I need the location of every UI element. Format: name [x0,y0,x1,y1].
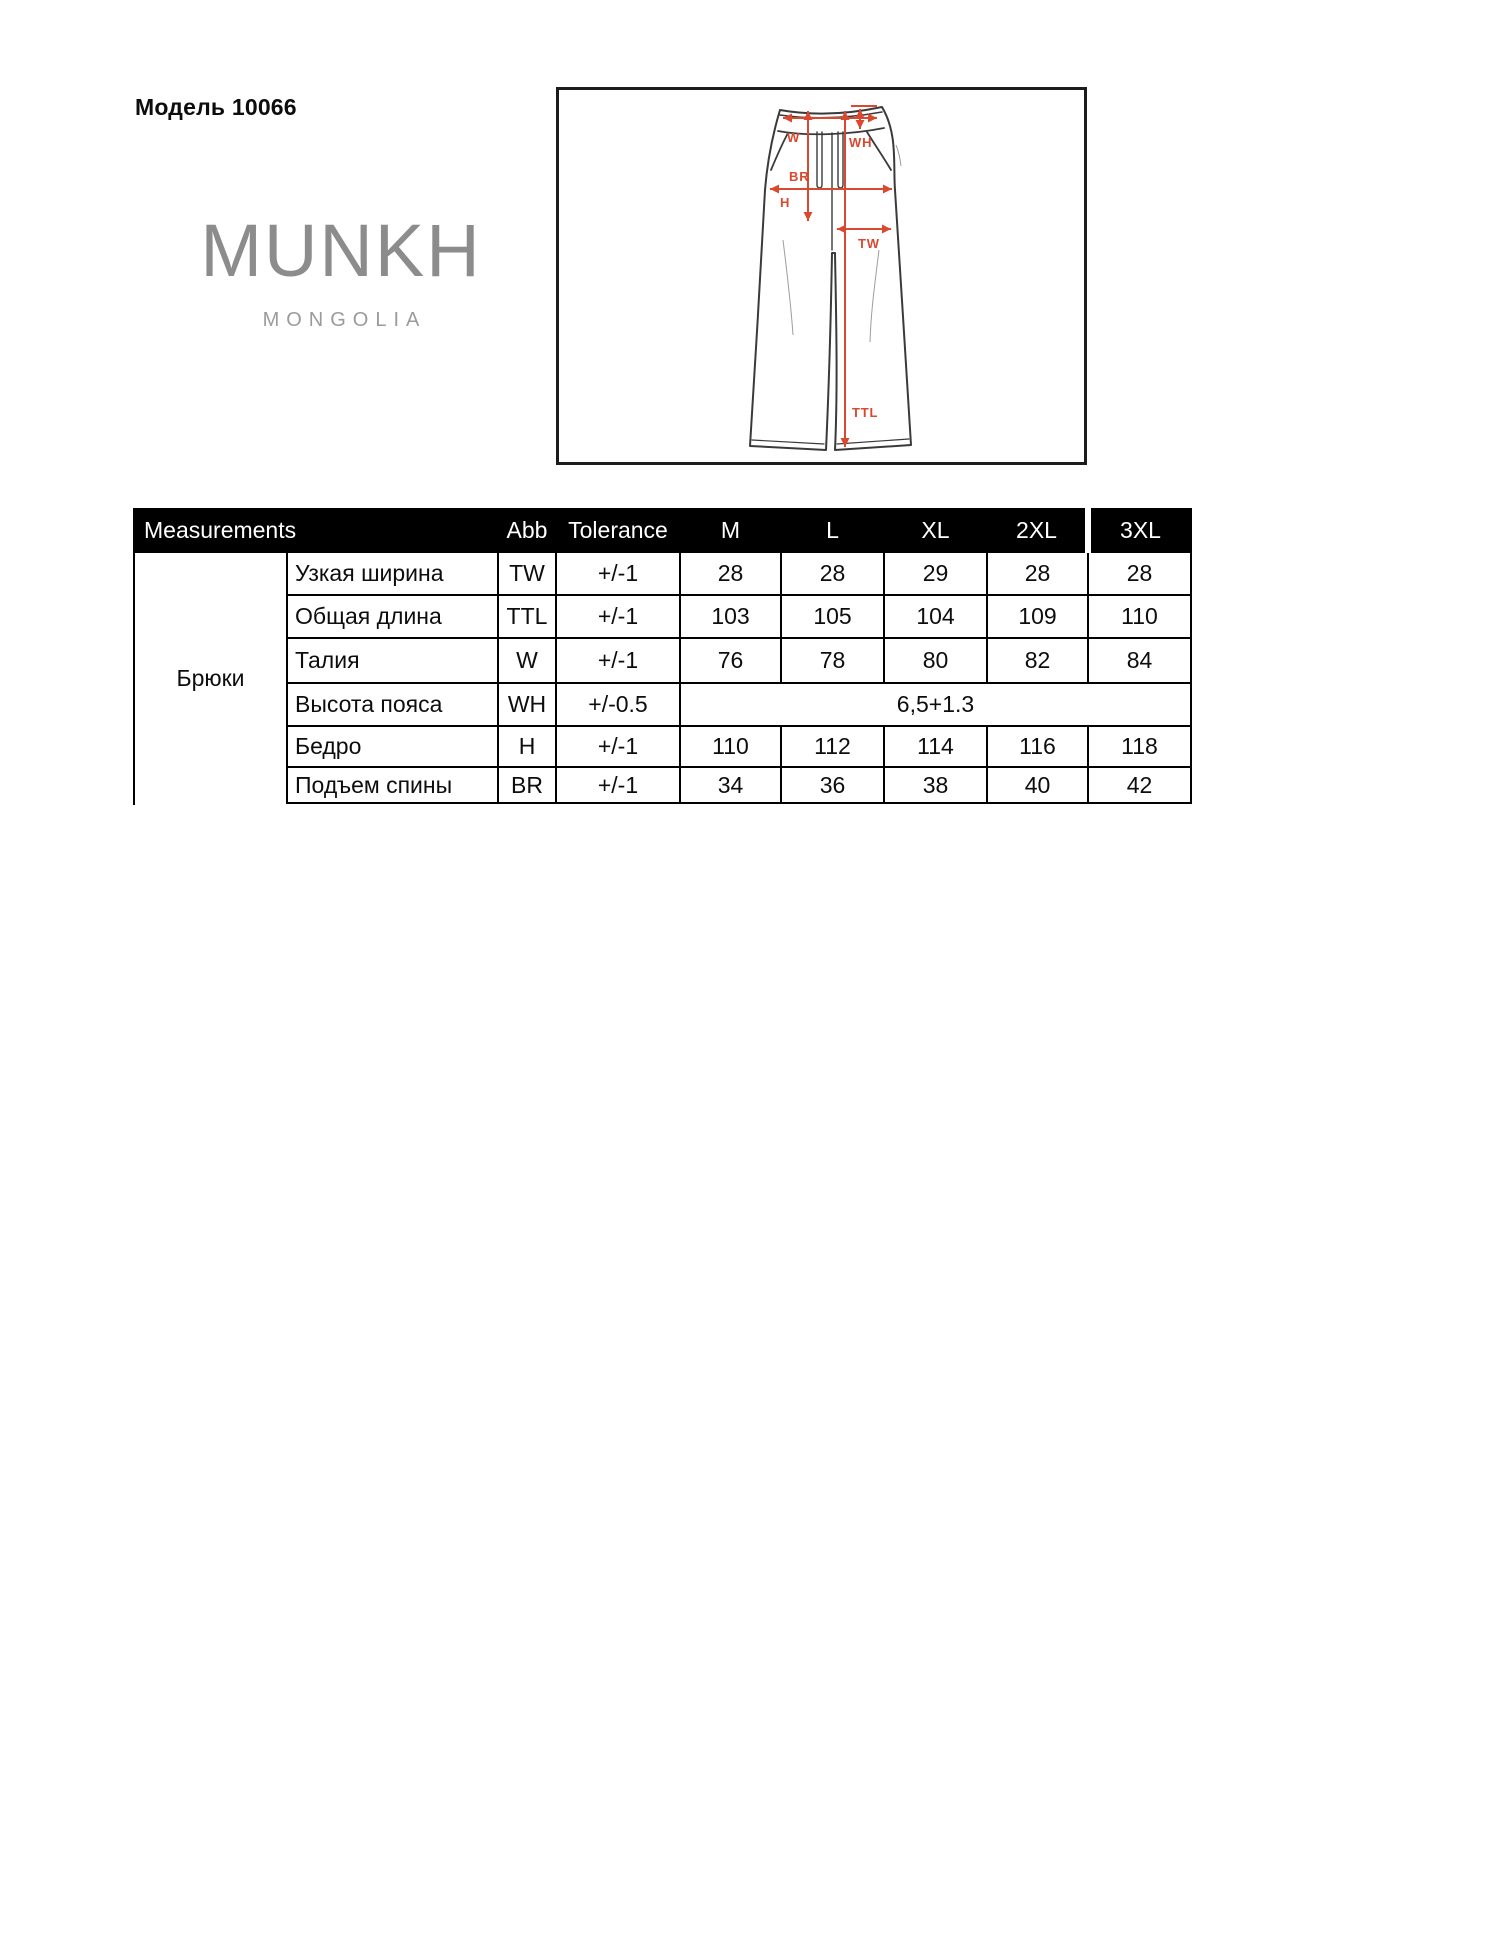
label-w: W [787,130,801,145]
measure-name-cell: Бедро [287,726,498,767]
tolerance-cell: +/-1 [556,552,680,595]
value-cell: 82 [987,638,1088,683]
value-cell: 29 [884,552,987,595]
tolerance-cell: +/-1 [556,767,680,803]
value-cell: 112 [781,726,884,767]
header-size-2xl: 2XL [987,509,1088,552]
abb-cell: TTL [498,595,556,638]
table-row [134,683,1191,726]
value-cell: 80 [884,638,987,683]
group-label-cell: Брюки [134,552,287,803]
value-cell: 118 [1088,726,1191,767]
header-abb: Abb [498,509,556,552]
value-cell: 76 [680,638,781,683]
measure-name-cell: Подъем спины [287,767,498,803]
brand-logo: MUNKH [200,209,482,292]
value-cell: 104 [884,595,987,638]
value-cell: 28 [987,552,1088,595]
table-row [134,767,1191,803]
table-body [134,552,1191,803]
value-cell: 110 [1088,595,1191,638]
table-row [134,552,1191,595]
measure-name-cell: Талия [287,638,498,683]
abb-cell: WH [498,683,556,726]
header-size-l: L [781,509,884,552]
value-cell: 28 [1088,552,1191,595]
value-cell: 38 [884,767,987,803]
measurements-table [133,508,1192,804]
label-br: BR [789,169,810,184]
pants-diagram-box [556,87,1087,465]
value-cell: 40 [987,767,1088,803]
label-tw: TW [858,236,880,251]
value-cell: 114 [884,726,987,767]
abb-cell: BR [498,767,556,803]
first-column-border-extension [133,799,135,805]
header-size-3xl: 3XL [1088,509,1191,552]
value-cell: 42 [1088,767,1191,803]
tolerance-cell: +/-1 [556,595,680,638]
model-title: Модель 10066 [135,94,297,120]
header-size-m: M [680,509,781,552]
value-cell: 28 [680,552,781,595]
value-cell: 28 [781,552,884,595]
value-cell: 34 [680,767,781,803]
table-row [134,638,1191,683]
tolerance-cell: +/-1 [556,726,680,767]
value-cell: 84 [1088,638,1191,683]
table-row [134,726,1191,767]
header-tolerance: Tolerance [556,509,680,552]
label-ttl: TTL [852,405,879,420]
measure-name-cell: Общая длина [287,595,498,638]
header-size-xl: XL [884,509,987,552]
measure-name-cell: Высота пояса [287,683,498,726]
tolerance-cell: +/-0.5 [556,683,680,726]
label-h: H [780,195,791,210]
table-header-row [134,509,1191,552]
merged-value-cell: 6,5+1.3 [680,683,1191,726]
abb-cell: TW [498,552,556,595]
value-cell: 109 [987,595,1088,638]
measure-name-cell: Узкая ширина [287,552,498,595]
value-cell: 36 [781,767,884,803]
value-cell: 116 [987,726,1088,767]
value-cell: 110 [680,726,781,767]
value-cell: 103 [680,595,781,638]
table-row [134,595,1191,638]
abb-cell: W [498,638,556,683]
brand-logo-subtitle: MONGOLIA [262,309,427,331]
label-wh: WH [849,135,873,150]
header-measurements: Measurements [134,509,498,552]
tolerance-cell: +/-1 [556,638,680,683]
pants-outline [750,107,911,450]
value-cell: 105 [781,595,884,638]
abb-cell: H [498,726,556,767]
value-cell: 78 [781,638,884,683]
pants-technical-drawing [559,90,1084,462]
